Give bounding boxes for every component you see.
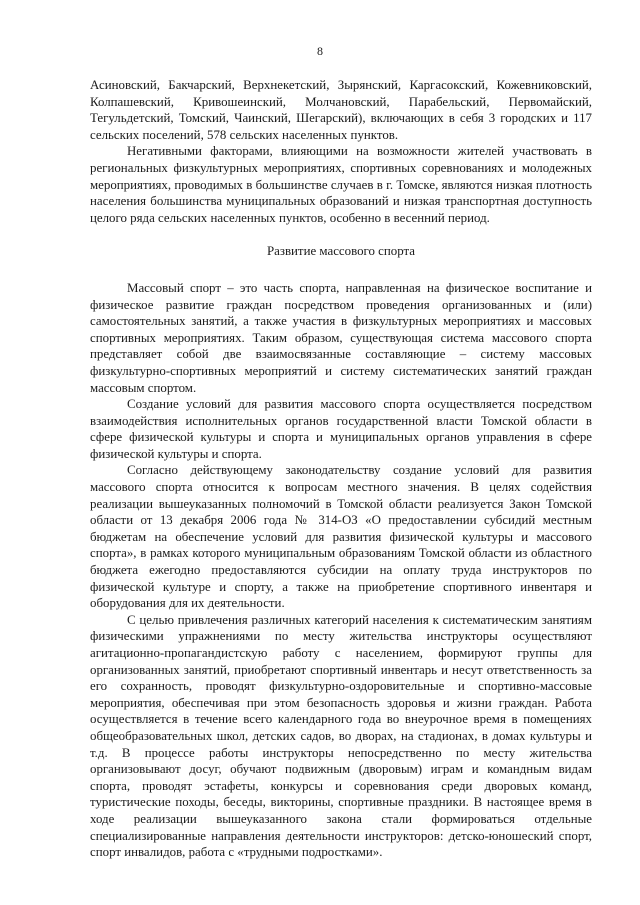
page-number: 8 (317, 44, 323, 58)
paragraph-instructors-work: С целью привлечения различных категорий населения к систематическим занятиям физическими упражнениями по месту жительства инструкторы осуществляют агитационно-пропагандистскую работу с населением, формируют группы для организованных занятий, приобретают спортивный инвентарь и несут ответственность за его сохранность, проводят физкультурно-оздоровительные и спортивно-массовые мероприятия, обеспечивая при этом безопасность здоровья и жизни граждан. Работа осуществляется в течение всего календарного года во внеурочное время в помещениях общеобразовательных школ, детских садов, во дворах, на стадионах, в домах культуры и т.д. В процессе работы инструкторы непосредственно по месту жительства организовывают досуг, обучают подвижным (дворовым) играм и командным видам спорта, проводят эстафеты, конкурсы и соревнования среди дворовых команд, туристические походы, беседы, викторины, спортивные праздники. В настоящее время в ходе реализации вышеуказанного закона стали формироваться отдельные специализированные направления деятельности инструкторов: детско-юношеский спорт, спорт инвалидов, работа с «трудными подростками». (90, 612, 592, 860)
paragraph-negative-factors: Негативными факторами, влияющими на возможности жителей участвовать в региональных физкультурных мероприятиях, спортивных соревнованиях и молодежных мероприятиях, проводимых в большинстве случаев в г. Томске, являются низкая плотность населения большинства муниципальных образований и низкая транспортная доступность целого ряда сельских населенных пунктов, особенно в весенний период. (90, 144, 592, 225)
paragraph-legislation: Согласно действующему законодательству создание условий для развития массового спорта относится к вопросам местного значения. В целях содействия реализации вышеуказанных полномочий в Томской области реализуется Закон Томской области от 13 декабря 2006 года № 314-ОЗ «О предоставлении субсидий местным бюджетам на обеспечение условий для развития физической культуры и массового спорта», в рамках которого муниципальным образованиям Томской области из областного бюджета ежегодно предоставляются субсидии на оплату труда инструкторов по физической культуре и спорту, а также на приобретение спортивного инвентаря и оборудования для их деятельности. (90, 463, 592, 611)
document-body (90, 77, 592, 861)
paragraph-districts-list: Асиновский, Бакчарский, Верхнекетский, Зырянский, Каргасокский, Кожевниковский, Колпашевский, Кривошеинский, Молчановский, Парабельский, Первомайский, Тегульдетский, Томский, Чаинский, Шегарский), включающих в себя 3 городских и 117 сельских поселений, 578 сельских населенных пунктов. (90, 78, 592, 142)
paragraph-mass-sport-definition: Массовый спорт – это часть спорта, направленная на физическое воспитание и физическое развитие граждан посредством проведения организованных и (или) самостоятельных занятий, а также участия в физкультурных мероприятиях и массовых спортивных мероприятиях. Таким образом, существующая система массового спорта представляет собой две взаимосвязанные составляющие – систему массовых физкультурно-спортивных мероприятий и систему систематических занятий граждан массовым спортом. (90, 280, 592, 395)
paragraph-conditions-creation: Создание условий для развития массового спорта осуществляется посредством взаимодействия исполнительных органов государственной власти Томской области в сфере физической культуры и спорта и муниципальных органов управления в сфере физической культуры и спорта. (90, 397, 592, 461)
section-heading: Развитие массового спорта (266, 244, 416, 259)
